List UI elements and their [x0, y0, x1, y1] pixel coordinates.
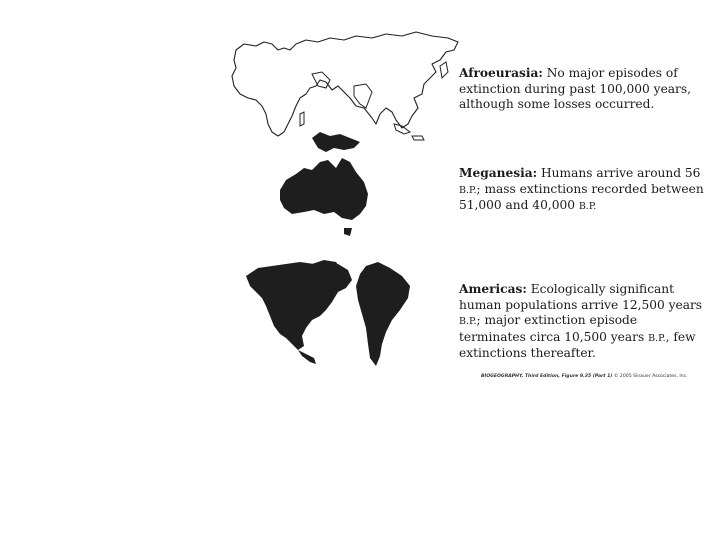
entry-afroeurasia — [459, 66, 704, 113]
japan-outline — [440, 62, 448, 78]
australia-shape — [280, 158, 368, 220]
americas-map — [242, 258, 442, 373]
entry-americas — [459, 282, 704, 362]
entry-text-americas-c: , few extinctions thereafter. — [459, 329, 696, 361]
entry-text-americas-b: ; major extinction episode terminates circa 10,500 years — [459, 313, 649, 344]
entry-text-americas-a: Ecologically significant human populations arrive 12,500 years — [459, 282, 703, 312]
entry-text-meganesia-b: ; mass extinctions recorded between 51,000 and 40,000 — [459, 181, 704, 213]
central-america-shape — [298, 350, 316, 364]
entry-term-americas: Americas: — [459, 282, 527, 296]
india-outline — [354, 84, 372, 108]
afroeurasia-outline — [232, 32, 458, 136]
entry-term-meganesia: Meganesia: — [459, 166, 538, 180]
entry-unit-meganesia-b: B.P. — [578, 201, 597, 213]
entry-text-afroeurasia: No major episodes of extinction during past 100,000 years, although some losses occurred. — [459, 66, 691, 112]
new-guinea-shape — [312, 132, 360, 152]
south-america-shape — [356, 262, 410, 366]
meganesia-map — [270, 128, 380, 246]
entry-text-meganesia-a: Humans arrive around 56 — [541, 166, 701, 180]
madagascar-outline — [300, 112, 304, 126]
credit-book: BIOGEOGRAPHY, Third Edition, Figure 9.35 (Part 1) — [481, 374, 613, 379]
credit-rights: © 2005 Sinauer Associates, Inc. — [613, 374, 688, 379]
indonesia-outline — [394, 124, 424, 140]
tasmania-shape — [344, 228, 352, 236]
entry-unit-americas-a: B.P. — [459, 316, 477, 328]
entry-unit-americas-b: B.P. — [648, 332, 666, 344]
entry-unit-meganesia-a: B.P. — [459, 184, 477, 196]
entry-term-afroeurasia: Afroeurasia: — [459, 66, 543, 80]
entry-meganesia — [459, 166, 704, 215]
figure-credit — [481, 374, 688, 379]
